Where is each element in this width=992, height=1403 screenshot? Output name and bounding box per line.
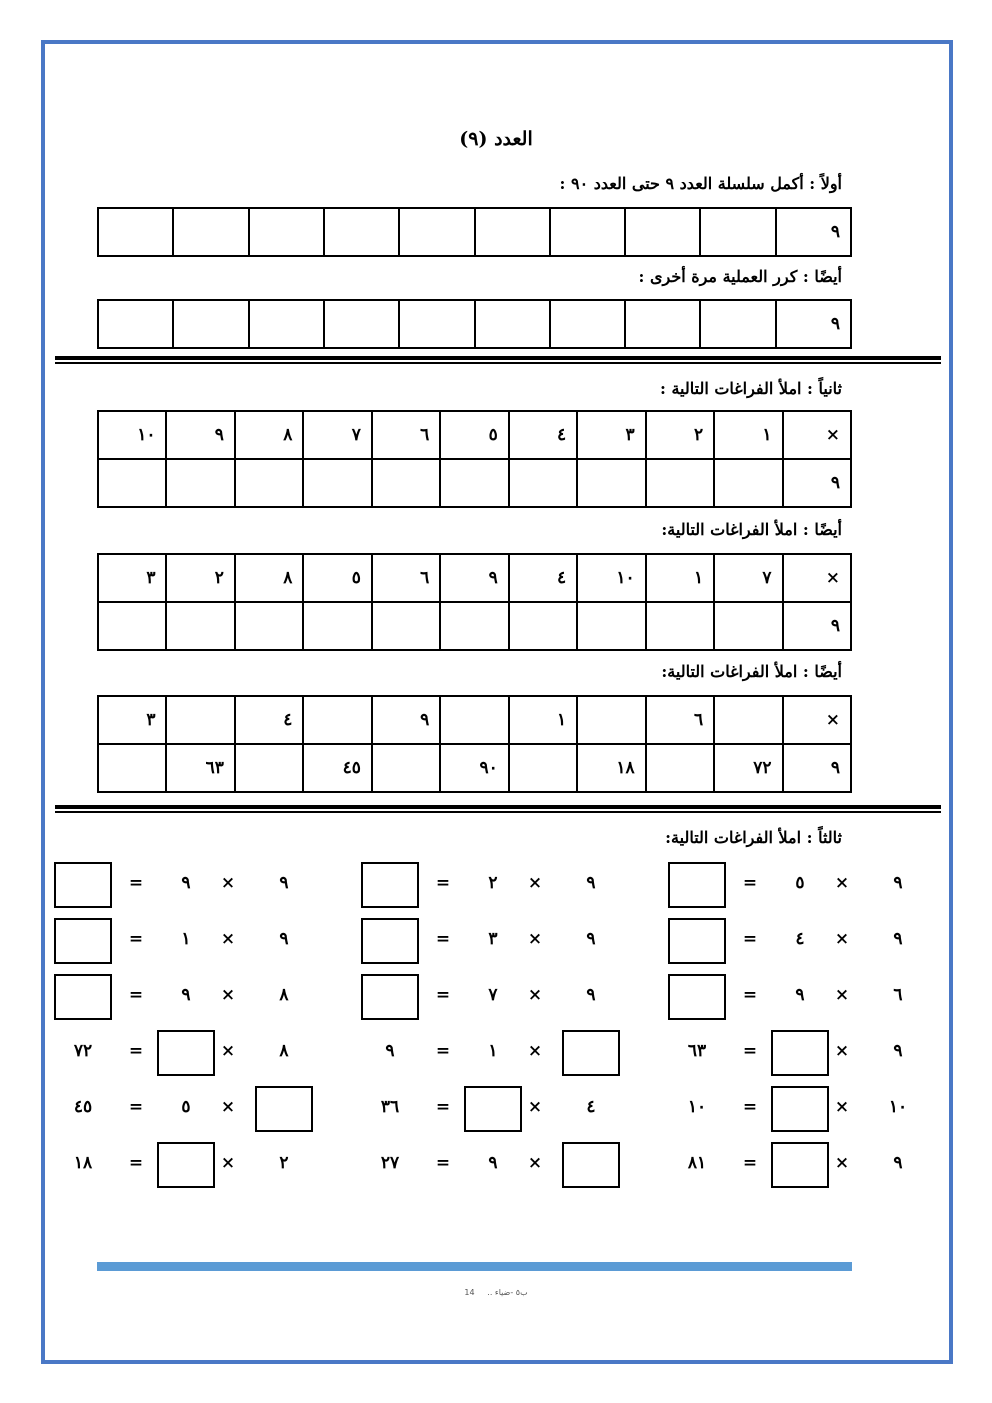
table-cell: × <box>783 696 851 744</box>
equals-sign: = <box>435 1041 451 1061</box>
table-cell: × <box>783 554 851 602</box>
answer-cell[interactable] <box>550 300 625 348</box>
sequence-table-1 <box>97 207 852 257</box>
equation-number: ٧٢ <box>73 1041 93 1061</box>
times-sign: × <box>220 1041 236 1061</box>
answer-cell[interactable] <box>509 459 577 507</box>
equation-number: ١٠ <box>687 1097 707 1117</box>
answer-cell[interactable] <box>249 208 324 256</box>
equals-sign: = <box>435 1097 451 1117</box>
equation-number: ٩ <box>893 929 903 949</box>
multiplication-table-2 <box>97 553 852 651</box>
equals-sign: = <box>742 873 758 893</box>
table-cell: ٣ <box>577 411 645 459</box>
equation-number: ٤ <box>586 1097 596 1117</box>
table-cell: ٣ <box>98 696 166 744</box>
footer-bar <box>97 1262 852 1271</box>
answer-box[interactable] <box>562 1030 620 1076</box>
times-sign: × <box>527 929 543 949</box>
table-cell: ٦٣ <box>166 744 234 792</box>
answer-cell[interactable] <box>235 744 303 792</box>
answer-cell[interactable] <box>303 602 371 650</box>
table-cell: ٥ <box>440 411 508 459</box>
equation-number: ١٠ <box>888 1097 908 1117</box>
equation-number: ٥ <box>181 1097 191 1117</box>
answer-cell[interactable] <box>625 300 700 348</box>
answer-box[interactable] <box>464 1086 522 1132</box>
equation-number: ٩ <box>795 985 805 1005</box>
equation-number: ٩ <box>181 873 191 893</box>
times-sign: × <box>220 873 236 893</box>
equals-sign: = <box>742 1153 758 1173</box>
table-cell: ٩ <box>783 602 851 650</box>
separator <box>55 356 941 364</box>
equation-number: ٨ <box>279 985 289 1005</box>
table-cell: ٧٢ <box>714 744 782 792</box>
times-sign: × <box>220 985 236 1005</box>
table-cell: ٤ <box>235 696 303 744</box>
times-sign: × <box>527 985 543 1005</box>
equation-number: ٢ <box>488 873 498 893</box>
answer-cell[interactable] <box>372 602 440 650</box>
answer-cell[interactable] <box>249 300 324 348</box>
answer-cell[interactable] <box>646 459 714 507</box>
answer-box[interactable] <box>668 862 726 908</box>
answer-cell[interactable] <box>577 459 645 507</box>
equals-sign: = <box>742 1097 758 1117</box>
equals-sign: = <box>742 929 758 949</box>
equals-sign: = <box>435 873 451 893</box>
equation-number: ٩ <box>893 1041 903 1061</box>
equation-number: ٤٥ <box>73 1097 93 1117</box>
answer-box[interactable] <box>54 862 112 908</box>
equals-sign: = <box>128 873 144 893</box>
equation-number: ٨ <box>279 1041 289 1061</box>
equation-number: ٩ <box>488 1153 498 1173</box>
table-row <box>98 300 851 348</box>
table-cell: ١٠ <box>98 411 166 459</box>
answer-box[interactable] <box>54 974 112 1020</box>
answer-box[interactable] <box>668 974 726 1020</box>
times-sign: × <box>834 929 850 949</box>
equation-number: ٩ <box>893 873 903 893</box>
answer-box[interactable] <box>562 1142 620 1188</box>
table-cell: ١٨ <box>577 744 645 792</box>
answer-cell[interactable] <box>714 696 782 744</box>
table-cell: ٨ <box>235 554 303 602</box>
equals-sign: = <box>128 929 144 949</box>
table-cell: ٧ <box>714 554 782 602</box>
equation-number: ٩ <box>279 873 289 893</box>
equation-number: ٩ <box>893 1153 903 1173</box>
answer-cell[interactable] <box>324 208 399 256</box>
equation-number: ٦ <box>893 985 903 1005</box>
multiplication-table-3 <box>97 695 852 793</box>
separator <box>55 805 941 813</box>
equals-sign: = <box>128 1097 144 1117</box>
times-sign: × <box>527 1041 543 1061</box>
section2-label2: أيضًا : املأ الفراغات التالية: <box>661 520 842 539</box>
table-cell: ١ <box>646 554 714 602</box>
times-sign: × <box>834 1153 850 1173</box>
answer-box[interactable] <box>361 862 419 908</box>
table-cell: ٩٠ <box>440 744 508 792</box>
answer-cell[interactable] <box>700 208 775 256</box>
equals-sign: = <box>128 985 144 1005</box>
table-row <box>98 696 851 744</box>
equation-number: ٩ <box>586 873 596 893</box>
answer-cell[interactable] <box>577 602 645 650</box>
answer-cell[interactable] <box>235 459 303 507</box>
answer-box[interactable] <box>361 918 419 964</box>
answer-cell[interactable] <box>372 459 440 507</box>
equation-number: ٣ <box>488 929 498 949</box>
answer-box[interactable] <box>668 918 726 964</box>
table-cell: ٦ <box>372 411 440 459</box>
table-cell: ٤ <box>509 554 577 602</box>
answer-cell[interactable] <box>509 602 577 650</box>
table-cell: ٩ <box>166 411 234 459</box>
table-row <box>98 554 851 602</box>
answer-cell[interactable] <box>646 602 714 650</box>
table-cell: ١٠ <box>577 554 645 602</box>
section3-label: ثالثاً : املأ الفراغات التالية: <box>665 828 842 847</box>
page-title: العدد (٩) <box>459 128 533 150</box>
table-cell: ٩ <box>440 554 508 602</box>
equation-number: ٩ <box>586 985 596 1005</box>
equation-number: ١ <box>488 1041 498 1061</box>
answer-cell[interactable] <box>166 602 234 650</box>
equation-number: ٨١ <box>687 1153 707 1173</box>
answer-cell[interactable] <box>440 459 508 507</box>
answer-cell[interactable] <box>625 208 700 256</box>
answer-cell[interactable] <box>324 300 399 348</box>
equation-number: ٩ <box>279 929 289 949</box>
sequence-table-2 <box>97 299 852 349</box>
answer-cell[interactable] <box>399 300 474 348</box>
table-cell: ٦ <box>372 554 440 602</box>
answer-cell[interactable] <box>98 208 173 256</box>
equals-sign: = <box>435 929 451 949</box>
answer-cell[interactable] <box>440 696 508 744</box>
table-cell: ٢ <box>646 411 714 459</box>
answer-cell[interactable] <box>166 696 234 744</box>
multiplication-table-1 <box>97 410 852 508</box>
table-cell: ٩ <box>776 208 851 256</box>
answer-cell[interactable] <box>98 744 166 792</box>
answer-cell[interactable] <box>509 744 577 792</box>
equals-sign: = <box>742 985 758 1005</box>
times-sign: × <box>834 985 850 1005</box>
answer-cell[interactable] <box>399 208 474 256</box>
times-sign: × <box>834 1041 850 1061</box>
answer-cell[interactable] <box>475 300 550 348</box>
table-row <box>98 411 851 459</box>
equation-number: ٩ <box>586 929 596 949</box>
answer-cell[interactable] <box>714 602 782 650</box>
footer <box>0 1288 992 1297</box>
answer-cell[interactable] <box>475 208 550 256</box>
answer-cell[interactable] <box>550 208 625 256</box>
answer-cell[interactable] <box>714 459 782 507</box>
answer-cell[interactable] <box>235 602 303 650</box>
answer-cell[interactable] <box>98 602 166 650</box>
table-row <box>98 744 851 792</box>
table-cell: ٥ <box>303 554 371 602</box>
page-number: 14 <box>464 1288 475 1297</box>
answer-box[interactable] <box>157 1030 215 1076</box>
table-row <box>98 602 851 650</box>
table-cell: ١ <box>509 696 577 744</box>
answer-box[interactable] <box>54 918 112 964</box>
equals-sign: = <box>435 1153 451 1173</box>
answer-cell[interactable] <box>98 300 173 348</box>
equals-sign: = <box>435 985 451 1005</box>
equals-sign: = <box>128 1153 144 1173</box>
table-cell: ٣ <box>98 554 166 602</box>
answer-cell[interactable] <box>700 300 775 348</box>
answer-cell[interactable] <box>173 300 248 348</box>
equation-number: ٧ <box>488 985 498 1005</box>
equation-number: ١ <box>181 929 191 949</box>
answer-box[interactable] <box>771 1142 829 1188</box>
answer-cell[interactable] <box>646 744 714 792</box>
equation-number: ٩ <box>181 985 191 1005</box>
answer-cell[interactable] <box>303 696 371 744</box>
equation-number: ٥ <box>795 873 805 893</box>
equation-number: ٢٧ <box>380 1153 400 1173</box>
section1-again-label: أيضًا : كرر العملية مرة أخرى : <box>638 267 842 286</box>
table-row <box>98 208 851 256</box>
answer-box[interactable] <box>361 974 419 1020</box>
table-cell: ٩ <box>783 459 851 507</box>
times-sign: × <box>527 873 543 893</box>
table-row <box>98 459 851 507</box>
table-cell: ٤ <box>509 411 577 459</box>
answer-box[interactable] <box>771 1086 829 1132</box>
table-cell: × <box>783 411 851 459</box>
table-cell: ٩ <box>372 696 440 744</box>
answer-box[interactable] <box>157 1142 215 1188</box>
section2-label3: أيضًا : املأ الفراغات التالية: <box>661 662 842 681</box>
table-cell: ١ <box>714 411 782 459</box>
answer-cell[interactable] <box>98 459 166 507</box>
equation-number: ٤ <box>795 929 805 949</box>
times-sign: × <box>220 929 236 949</box>
equals-sign: = <box>742 1041 758 1061</box>
table-cell: ٩ <box>783 744 851 792</box>
times-sign: × <box>527 1097 543 1117</box>
footer-text: ب٥ -ضياء .. <box>487 1288 528 1297</box>
answer-cell[interactable] <box>577 696 645 744</box>
answer-box[interactable] <box>255 1086 313 1132</box>
section2-label: ثانياً : املأ الفراغات التالية : <box>659 379 842 398</box>
answer-cell[interactable] <box>440 602 508 650</box>
table-cell: ٢ <box>166 554 234 602</box>
table-cell: ٤٥ <box>303 744 371 792</box>
equals-sign: = <box>128 1041 144 1061</box>
section1-label: أولاً : أكمل سلسلة العدد ٩ حتى العدد ٩٠ : <box>559 174 842 193</box>
times-sign: × <box>220 1153 236 1173</box>
equation-number: ١٨ <box>73 1153 93 1173</box>
equation-number: ٩ <box>385 1041 395 1061</box>
answer-cell[interactable] <box>166 459 234 507</box>
table-cell: ٧ <box>303 411 371 459</box>
table-cell: ٩ <box>776 300 851 348</box>
equation-number: ٣٦ <box>380 1097 400 1117</box>
equation-number: ٦٣ <box>687 1041 707 1061</box>
answer-cell[interactable] <box>372 744 440 792</box>
times-sign: × <box>220 1097 236 1117</box>
table-cell: ٦ <box>646 696 714 744</box>
answer-box[interactable] <box>771 1030 829 1076</box>
table-cell: ٨ <box>235 411 303 459</box>
equation-number: ٢ <box>279 1153 289 1173</box>
times-sign: × <box>834 1097 850 1117</box>
times-sign: × <box>834 873 850 893</box>
answer-cell[interactable] <box>303 459 371 507</box>
answer-cell[interactable] <box>173 208 248 256</box>
times-sign: × <box>527 1153 543 1173</box>
